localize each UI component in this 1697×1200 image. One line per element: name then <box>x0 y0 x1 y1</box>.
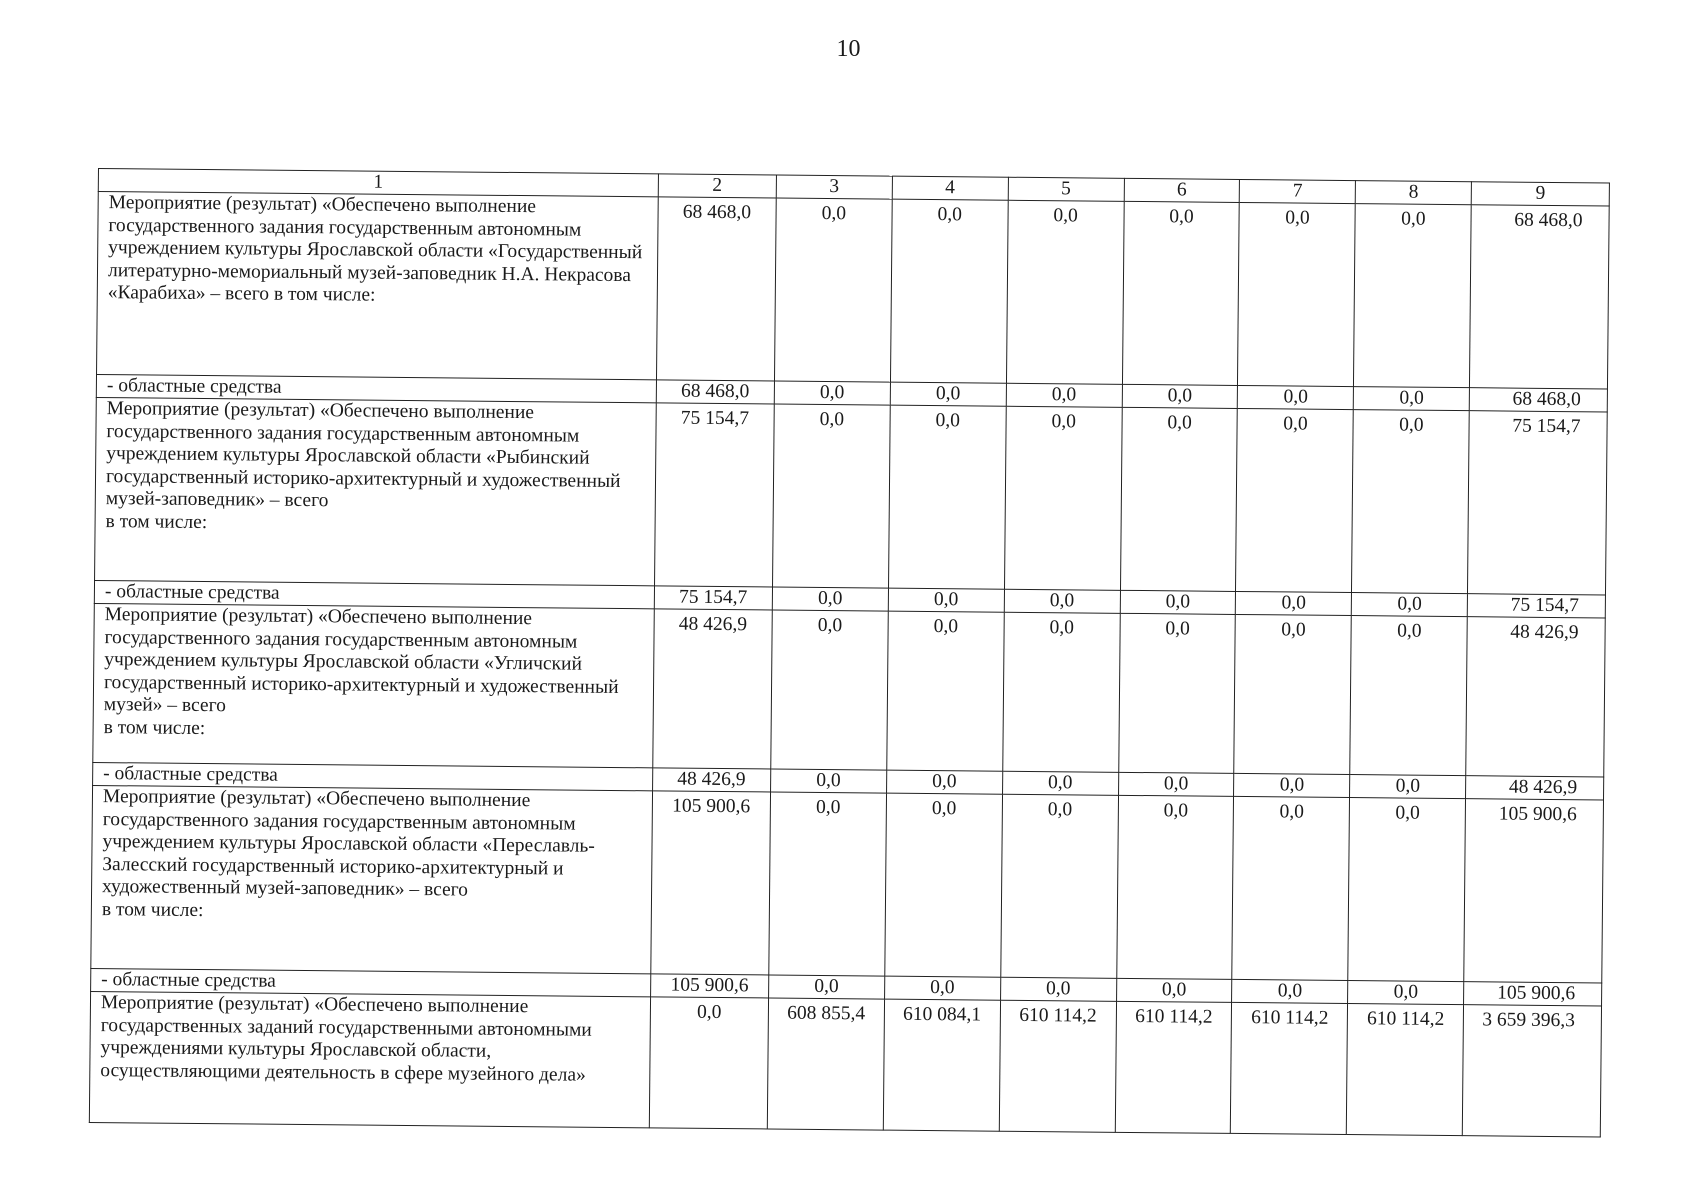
row-label: Мероприятие (результат) «Обеспечено выполнение государственного задания государственным автономным учреждением культуры Ярославской области «Переславль-Залесский государственный историко-архитектурный и художественный музей-заповедник» – всего в том числе: <box>91 785 653 973</box>
row-label: Мероприятие (результат) «Обеспечено выполнение государственного задания государственным автономным учреждением культуры Ярославской области «Государственный литературно-мемориальный музей-заповедник Н.А. Некрасова «Карабиха» – всего в том числе: <box>97 192 659 380</box>
total-cell: 105 900,6 <box>1464 982 1602 1006</box>
value-cell: 0,0 <box>1232 796 1350 980</box>
value-cell: 105 900,6 <box>650 974 768 998</box>
value-cell: 0,0 <box>768 975 884 999</box>
total-cell: 75 154,7 <box>1468 411 1608 595</box>
value-cell: 0,0 <box>1120 407 1238 591</box>
table-row-rybinsk-total <box>95 397 1608 594</box>
value-cell: 0,0 <box>774 198 892 382</box>
value-cell: 0,0 <box>1350 775 1466 799</box>
value-cell: 0,0 <box>890 382 1006 406</box>
value-cell: 0,0 <box>1122 384 1238 408</box>
value-cell: 0,0 <box>1120 590 1236 614</box>
total-cell: 105 900,6 <box>1464 799 1604 983</box>
value-cell: 608 855,4 <box>767 998 884 1130</box>
column-header-4: 4 <box>892 176 1008 200</box>
value-cell: 0,0 <box>770 769 886 793</box>
value-cell: 48 426,9 <box>653 609 773 769</box>
total-cell: 3 659 396,3 <box>1462 1005 1601 1137</box>
budget-table <box>89 168 1610 1137</box>
value-cell: 0,0 <box>1236 408 1354 592</box>
value-cell: 0,0 <box>1234 614 1351 774</box>
value-cell: 0,0 <box>884 976 1000 1000</box>
total-cell: 48 426,9 <box>1466 617 1605 777</box>
value-cell: 0,0 <box>772 587 888 611</box>
value-cell: 0,0 <box>888 588 1004 612</box>
row-label: - областные средства <box>93 762 653 790</box>
row-label: - областные средства <box>94 580 654 608</box>
column-header-3: 3 <box>776 175 892 199</box>
value-cell: 75 154,7 <box>654 586 772 610</box>
value-cell: 105 900,6 <box>651 791 771 975</box>
column-header-6: 6 <box>1124 178 1240 202</box>
value-cell: 48 426,9 <box>652 768 770 792</box>
budget-table-sheet <box>89 168 1610 1137</box>
table-row-museums-combined-total <box>89 991 1601 1136</box>
row-label: Мероприятие (результат) «Обеспечено выполнение государственного задания государственным автономным учреждением культуры Ярославской области «Рыбинский государственный историко-архитектурный и художественный музей-заповедник» – всего в том числе: <box>95 397 657 585</box>
value-cell: 68 468,0 <box>656 197 776 381</box>
value-cell: 0,0 <box>1118 613 1235 773</box>
value-cell: 0,0 <box>769 792 887 976</box>
value-cell: 0,0 <box>1122 201 1240 385</box>
value-cell: 0,0 <box>1350 616 1467 776</box>
value-cell: 610 084,1 <box>883 999 1000 1131</box>
value-cell: 68 468,0 <box>656 380 774 404</box>
value-cell: 0,0 <box>649 997 768 1129</box>
value-cell: 0,0 <box>1238 385 1354 409</box>
value-cell: 610 114,2 <box>1115 1001 1232 1133</box>
value-cell: 0,0 <box>1116 795 1234 979</box>
value-cell: 0,0 <box>1234 773 1350 797</box>
total-cell: 68 468,0 <box>1469 388 1607 412</box>
value-cell: 0,0 <box>1354 387 1470 411</box>
value-cell: 0,0 <box>1002 771 1118 795</box>
value-cell: 0,0 <box>1238 202 1356 386</box>
table-row-karabikha-total <box>97 192 1610 389</box>
value-cell: 75 154,7 <box>654 403 774 587</box>
table-row-uglich-total <box>93 603 1605 776</box>
row-label: Мероприятие (результат) «Обеспечено выполнение государственного задания государственным автономным учреждением культуры Ярославской области «Угличский государственный историко-архитектурный и художественный музей» – всего в том числе: <box>93 603 654 767</box>
value-cell: 0,0 <box>1004 589 1120 613</box>
value-cell: 610 114,2 <box>1231 1002 1348 1134</box>
value-cell: 0,0 <box>1348 798 1466 982</box>
value-cell: 0,0 <box>1352 410 1470 594</box>
value-cell: 610 114,2 <box>1347 1004 1464 1136</box>
row-label: - областные средства <box>96 374 656 402</box>
value-cell: 0,0 <box>771 610 888 770</box>
total-cell: 68 468,0 <box>1470 205 1610 389</box>
value-cell: 0,0 <box>887 611 1004 771</box>
value-cell: 0,0 <box>1000 977 1116 1001</box>
value-cell: 0,0 <box>890 199 1008 383</box>
column-header-2: 2 <box>658 174 776 198</box>
page-number: 10 <box>836 36 861 62</box>
value-cell: 0,0 <box>1348 981 1464 1005</box>
value-cell: 0,0 <box>1118 772 1234 796</box>
value-cell: 0,0 <box>1000 794 1118 978</box>
value-cell: 0,0 <box>886 770 1002 794</box>
column-header-8: 8 <box>1356 181 1472 205</box>
value-cell: 0,0 <box>774 381 890 405</box>
column-header-1: 1 <box>98 169 658 197</box>
value-cell: 0,0 <box>772 404 890 588</box>
column-header-9: 9 <box>1471 182 1609 206</box>
value-cell: 0,0 <box>1352 593 1468 617</box>
value-cell: 0,0 <box>888 405 1006 589</box>
value-cell: 0,0 <box>1004 406 1122 590</box>
value-cell: 610 114,2 <box>999 1000 1116 1132</box>
row-label: - областные средства <box>91 968 651 996</box>
row-label: Мероприятие (результат) «Обеспечено выполнение государственных заданий государственными автономными учреждениями культуры Ярославской области, осуществляющими деятельность в сфере музейного дела» <box>89 991 650 1127</box>
value-cell: 0,0 <box>1006 200 1124 384</box>
column-header-7: 7 <box>1240 179 1356 203</box>
value-cell: 0,0 <box>1236 591 1352 615</box>
total-cell: 48 426,9 <box>1466 776 1604 800</box>
value-cell: 0,0 <box>1002 612 1119 772</box>
value-cell: 0,0 <box>885 793 1003 977</box>
column-header-5: 5 <box>1008 177 1124 201</box>
value-cell: 0,0 <box>1354 204 1472 388</box>
value-cell: 0,0 <box>1006 383 1122 407</box>
table-row-pereslavl-total <box>91 785 1604 982</box>
value-cell: 0,0 <box>1116 978 1232 1002</box>
total-cell: 75 154,7 <box>1467 594 1605 618</box>
value-cell: 0,0 <box>1232 979 1348 1003</box>
